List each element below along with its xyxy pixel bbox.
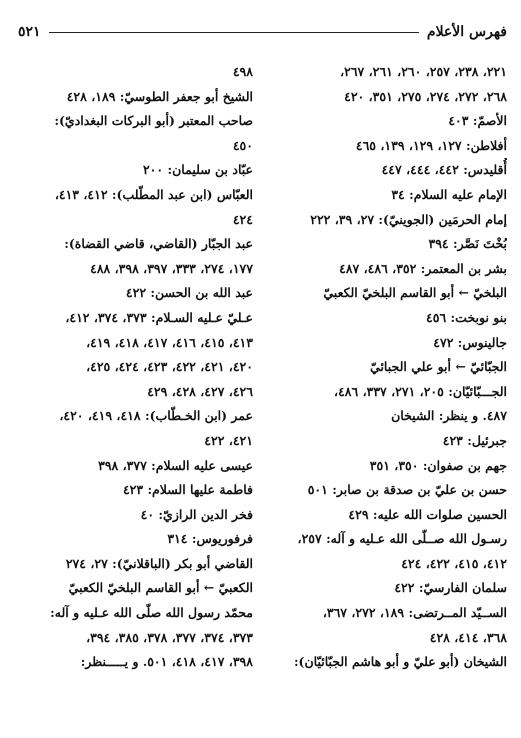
index-entry-line: ٤٢٤: [232, 211, 253, 227]
index-entry-line: الشيخان (أبو عليّ و أبو هاشم الجبّائيّان):: [293, 654, 507, 670]
index-entry-line: صاحب المعتبر (أبو البركات البغداديّ):: [54, 113, 253, 129]
index-entry-line: عبد الجبّار (القاضي، قاضي القضاة):: [64, 236, 253, 252]
index-entry-line: العبّاس (ابن عبد المطّلب): ٤١٢، ٤١٣،: [54, 186, 253, 202]
page-number: ٥٢١: [18, 24, 41, 40]
index-entry-line: الحسين صلوات الله عليه: ٤٢٩: [348, 506, 507, 522]
index-entry-line: الجـــبّائيّان: ٢٠٥، ٢٧١، ٣٣٧، ٤٨٦،: [334, 383, 507, 399]
index-entry-line: الكعبيّ ← أبو القاسم البلخيّ الكعبيّ: [68, 580, 253, 596]
index-entry-line: ٢٦٨، ٢٧٢، ٢٧٤، ٢٧٥، ٣٥١، ٤٢٠: [344, 88, 507, 104]
index-entry-line: فخر الدين الرازيّ: ٤٠: [140, 506, 253, 522]
index-entry-line: ٢٢١، ٢٣٨، ٢٥٧، ٢٦٠، ٢٦١، ٢٦٧،: [340, 64, 507, 79]
index-entry-line: بُخْتَ نَصَّر: ٣٩٤: [428, 236, 507, 252]
index-entry-line: عمر (ابن الخـطّاب): ٤١٨، ٤١٩، ٤٢٠،: [59, 408, 253, 424]
index-entry-line: حسن بن عليّ بن صدقة بن صابر: ٥٠١: [307, 482, 507, 498]
page-header: [18, 22, 507, 42]
index-entry-line: عبّاد بن سليمان: ٢٠٠: [142, 162, 253, 178]
index-entry-line: ٤١٢، ٤١٥، ٤٢٢، ٤٢٤: [401, 555, 507, 571]
index-entry-line: ٤١٣، ٤١٥، ٤١٦، ٤١٧، ٤١٨، ٤١٩،: [86, 334, 253, 350]
index-entry-line: عـليّ عـليه السـلام: ٣٧٣، ٣٧٤، ٤١٢،: [65, 309, 253, 325]
index-entry-line: ٤٢٠، ٤٢١، ٤٢٢، ٤٢٣، ٤٢٤، ٤٢٥،: [86, 359, 253, 375]
index-entry-line: ٣٧٣، ٣٧٤، ٣٧٧، ٣٧٨، ٣٨٥، ٣٩٤،: [86, 629, 253, 645]
index-entry-line: ٤٢١، ٤٢٢: [204, 432, 253, 448]
index-entry-line: عبد الله بن الحسن: ٤٢٢: [125, 285, 253, 301]
index-entry-line: البلخيّ ← أبو القاسم البلخيّ الكعبيّ: [323, 285, 507, 301]
index-entry-line: جالينوس: ٤٧٢: [433, 334, 507, 350]
index-entry-line: فرفوريوس: ٣١٤: [167, 531, 253, 547]
index-entry-line: محمّد رسول الله صلّى الله عـليه و آله:: [50, 605, 253, 621]
index-entry-line: عيسى عليه السلام: ٣٧٧، ٣٩٨: [98, 457, 253, 473]
index-entry-line: أُقليدس: ٤٤٢، ٤٤٤، ٤٤٧: [381, 162, 507, 178]
index-entry-line: ٤٢٦، ٤٢٧، ٤٢٨، ٤٢٩: [147, 383, 253, 399]
index-entry-line: رسـول الله صــلّى الله عـليه و آله: ٢٥٧،: [297, 531, 507, 547]
index-entry-line: الإمام عليه السلام: ٣٤: [391, 186, 507, 202]
index-entry-line: الجبّائيّ ← أبو علي الجبائيّ: [370, 359, 507, 375]
index-entry-line: ٣٩٨، ٤١٧، ٤١٨، ٥٠١. و يـــــنظر:: [80, 654, 253, 670]
index-entry-line: سلمان الفارسيّ: ٤٢٢: [394, 580, 507, 596]
index-entry-line: ١٧٧، ٢٧٤، ٣٣٣، ٣٩٧، ٣٩٨، ٤٨٨: [90, 260, 253, 276]
index-column-right: [272, 60, 507, 720]
index-entry-line: ٤٨٧. و ينظر: الشيخان: [391, 408, 507, 424]
index-entry-line: أفلاطن: ١٢٧، ١٢٩، ١٣٩، ٤٦٥: [355, 137, 507, 153]
index-entry-line: ٤٥٠: [232, 137, 253, 153]
index-column-left: [18, 60, 253, 720]
index-entry-line: بشر بن المعتمر: ٣٥٢، ٤٨٦، ٤٨٧: [339, 260, 507, 276]
header-rule: [49, 32, 419, 33]
index-entry-line: جبرئيل: ٤٢٣: [442, 432, 507, 448]
index-entry-line: الشيخ أبو جعفر الطوسيّ: ١٨٩، ٤٢٨: [66, 88, 253, 104]
index-entry-line: بنو نوبخت: ٤٥٦: [426, 309, 507, 325]
index-entry-line: الســيّد المــرتضى: ١٨٩، ٢٧٢، ٣٦٧،: [322, 605, 507, 621]
index-entry-line: ٣٦٨، ٤١٤، ٤٢٨: [429, 629, 507, 645]
running-title: فهرس الأعلام: [426, 24, 507, 40]
index-entry-line: القاضي أبو بكر (الباقلانيّ): ٢٧، ٢٧٤: [65, 555, 253, 571]
index-entry-line: جهم بن صفوان: ٣٥٠، ٣٥١: [369, 457, 507, 473]
index-entry-line: فاطمة عليها السلام: ٤٢٣: [122, 482, 253, 498]
index-entry-line: إمام الحرمَين (الجوينيّ): ٢٧، ٣٩، ٢٢٢: [310, 211, 507, 227]
index-entry-line: ٤٩٨: [232, 64, 253, 79]
index-entry-line: الأصمّ: ٤٠٣: [448, 113, 507, 129]
